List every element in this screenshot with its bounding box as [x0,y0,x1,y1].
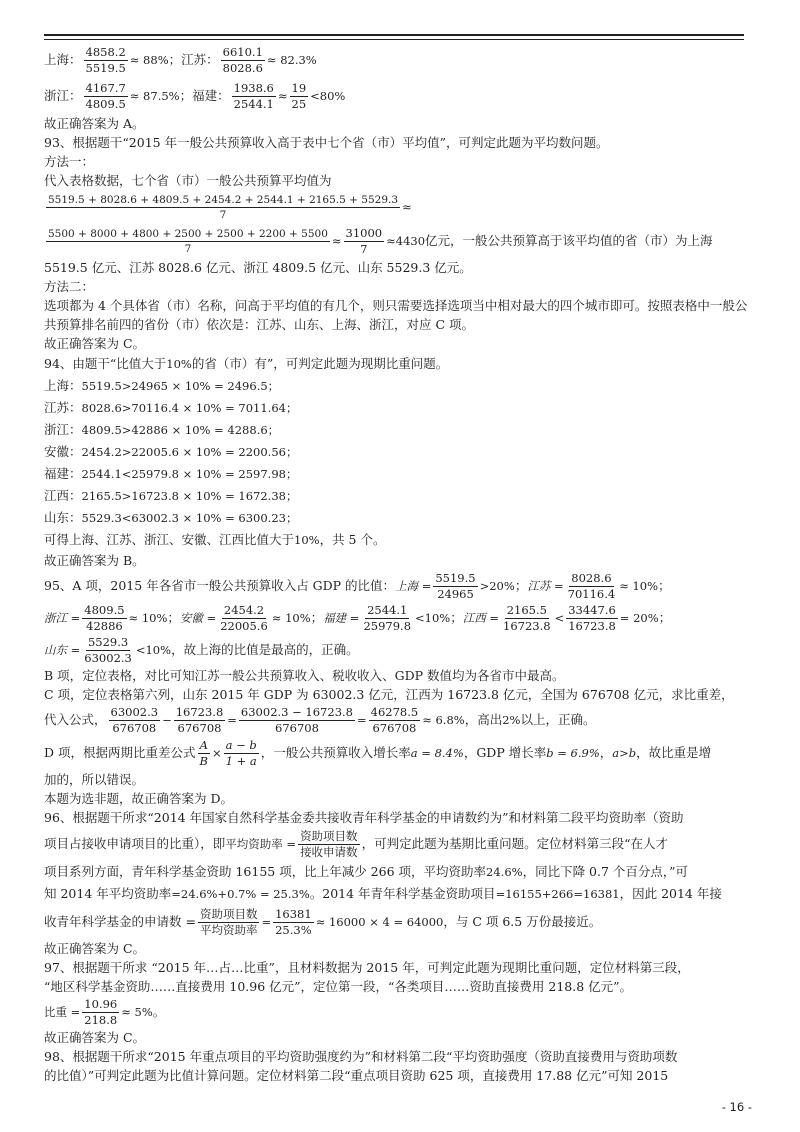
q94-row: 上海：5519.5>24965 × 10% = 2496.5； [44,378,280,393]
fraction: 资助项目数 接收申请数 [300,828,358,859]
fraction: $\frac{2544.1}{25979.8}$ [363,602,412,633]
q97-formula: 比重 = $\frac{10.96}{218.8}$ ≈ 5%。 [44,996,166,1027]
q97-answer: 故正确答案为 C。 [44,1030,146,1045]
header-rule-thin [44,39,744,40]
q94-row: 安徽：2454.2>22005.6 × 10% = 2200.56； [44,444,298,459]
q96-answer: 故正确答案为 C。 [44,941,146,956]
fraction: $\frac{4858.2}{5519.5}$ [85,44,126,75]
q95-line-3: 山东 = $\frac{5529.3}{63002.3}$ <10%，故上海的比值是最高的，正确。 [44,634,359,665]
separator: ； [179,88,193,103]
fraction: $\frac{63002.3 - 16723.8}{676708}$ [240,704,353,735]
fraction: $\frac{63002.3}{676708}$ [110,704,159,735]
q94-row: 江西：2165.5>16723.8 × 10% = 1672.38； [44,488,298,503]
q94-row: 浙江：4809.5>42886 × 10% = 4288.6； [44,422,280,437]
q95-line-1: 95、A 项，2015 年各省市一般公共预算收入占 GDP 的比值：上海 = $\frac{5519.5}{24965}$ >20%；江苏 = $\frac{8028.6}{70116.4}$ ≈ 10%； [44,570,671,601]
fraction: $\frac{33447.6}{16723.8}$ [568,602,616,633]
q96-p5: 收青年科学基金的申请数 = 资助项目数 平均资助率 = $\frac{16381}{25.3\%}$ ≈ 16000 × 4 = 64000，与 C 项 6.5 万份最接近。 [44,906,602,937]
q94-answer: 故正确答案为 B。 [44,553,145,568]
fraction: $\frac{5500 + 8000 + 4800 + 2500 + 2500 + 2200 + 5500}{7}$ [48,227,328,255]
approx: ≈ [402,200,412,214]
q96-p3: 项目系列方面，青年科学基金资助 16155 项，比上年减少 266 项，平均资助率24.6%，同比下降 0.7 个百分点，”可 [44,864,689,879]
q94-title: 94、由题干“比值大于10%的省（市）有”，可判定此题为现期比重问题。 [44,356,449,371]
q93-title: 93、根据题干“2015 年一般公共预算收入高于表中七个省（市）平均值”，可判定此题为平均数问题。 [44,135,609,150]
page-number: - 16 - [721,1100,752,1114]
fraction: 资助项目数 平均资助率 [199,906,258,937]
page-content [44,42,758,1085]
q95-summary: 本题为选非题，故正确答案为 D。 [44,791,233,806]
fraction: $\frac{5519.5 + 8028.6 + 4809.5 + 2454.2 + 2544.1 + 2165.5 + 5529.3}{7}$ [48,193,399,221]
result: ≈4430 [386,234,426,248]
approx: ≈ [331,234,342,248]
q92-answer: 故正确答案为 A。 [44,116,145,131]
result: ≈ 82.3% [266,53,317,67]
fraction: $\frac{10.96}{218.8}$ [84,996,118,1027]
label-shanghai: 上海： [44,52,82,67]
approx: ≈ [277,89,288,103]
result: <80% [310,89,346,103]
fraction: $\frac{a - b}{1 + a}$ [225,737,257,768]
fraction: $\frac{5529.3}{63002.3}$ [84,634,132,665]
q95-c: C 项，定位表格第六列，山东 2015 年 GDP 为 63002.3 亿元，江西为 16723.8 亿元，全国为 676708 亿元，求比重差， [44,687,734,702]
text: 亿元，一般公共预算高于该平均值的省（市）为上海 [425,233,713,248]
q98-p2: 的比值）”可判定此题为比值计算问题。定位材料第二段“重点项目资助 625 项，直接费用 17.88 亿元”可知 2015 [44,1068,669,1083]
q93-line2: 5519.5 亿元、江苏 8028.6 亿元、浙江 4809.5 亿元、山东 5529.3 亿元。 [44,260,472,275]
fraction: $\frac{5519.5}{24965}$ [435,570,476,601]
fraction: $\frac{6610.1}{8028.6}$ [222,44,263,75]
separator: ； [168,52,182,67]
q93-method1: 方法一： [44,154,95,169]
header-rule-thick [44,34,744,36]
q97-p1: 97、根据题干所求 “2015 年…占…比重”，且材料数据为 2015 年，可判定此题为现期比重问题，定位材料第三段， [44,960,690,975]
fraction: $\frac{46278.5}{676708}$ [370,704,419,735]
q95-d: D 项，根据两期比重差公式 $\frac{A}{B}$ × $\frac{a - b}{1 + a}$ ，一般公共预算收入增长率a = 8.4%，GDP 增长率b = 6.9%，a>b，故比重是增 [44,737,712,768]
label-zhejiang: 浙江： [44,88,82,103]
fraction: $\frac{8028.6}{70116.4}$ [567,570,616,601]
q97-p2: “地区科学基金资助……直接费用 10.96 亿元”，定位第一段，“各类项目……资助直接费用 218.8 亿元”。 [44,979,633,994]
fraction: $\frac{1938.6}{2544.1}$ [233,80,274,111]
fraction: $\frac{16723.8}{676708}$ [175,704,224,735]
q94-rows [44,375,758,529]
q94-conclusion: 可得上海、江苏、浙江、安徽、江西比值大于10%，共 5 个。 [44,532,386,547]
q94-row: 山东：5529.3<63002.3 × 10% = 6300.23； [44,510,298,525]
q96-p1: 96、根据题干所求“2014 年国家自然科学基金委共接收青年科学基金的申请数约为”和材料第二段平均资助率（资助 [44,810,684,825]
fraction: $\frac{19}{25}$ [291,80,307,111]
q95-c-formula: 代入公式， $\frac{63002.3}{676708}$ − $\frac{16723.8}{676708}$ = $\frac{63002.3 - 16723.8}{676708}$ = $\frac{46278.5}{676708}$ ≈ 6.8%，高出2%以上，正确。 [44,704,596,735]
q96-p2: 项目占接收申请项目的比重），即平均资助率 = 资助项目数 接收申请数 ，可判定此题为基期比重问题。定位材料第三段“在人才 [44,828,668,859]
fraction: $\frac{2454.2}{22005.6}$ [220,602,268,633]
label-fujian: 福建： [192,88,230,103]
label-jiangsu: 江苏： [181,52,219,67]
q92-line-1 [44,42,758,78]
fraction: $\frac{A}{B}$ [199,737,208,768]
result: ≈ 88% [129,53,169,67]
q98-p1: 98、根据题干所求“2015 年重点项目的平均资助强度约为”和材料第二段“平均资助强度（资助直接费用与资助项数 [44,1049,678,1064]
q95-b: B 项，定位表格，对比可知江苏一般公共预算收入、税收收入、GDP 数值均为各省市中最高。 [44,668,565,683]
fraction: $\frac{16381}{25.3\%}$ [275,906,312,937]
fraction: $\frac{4167.7}{4809.5}$ [85,80,126,111]
q95-line-2: 浙江 = $\frac{4809.5}{42886}$ ≈ 10%；安徽 = $\frac{2454.2}{22005.6}$ ≈ 10%；福建 = $\frac{2544.1}{25979.8}$ <10%；江西 = $\frac{2165.5}{16723.8}$ < $\frac{33447.6}{16723.8}$ = 20%； [44,602,672,633]
q94-row: 福建：2544.1<25979.8 × 10% = 2597.98； [44,466,298,481]
q95-d-line2: 加的，所以错误。 [44,772,145,787]
fraction: $\frac{4809.5}{42886}$ [84,602,125,633]
q96-p4: 知 2014 年平均资助率=24.6%+0.7% = 25.3%。2014 年青年科学基金资助项目=16155+266=16381，因此 2014 年接 [44,886,722,901]
q93-avg-formula-2 [44,224,758,258]
q93-method2: 方法二： [44,279,95,294]
q93-method1-text: 代入表格数据，七个省（市）一般公共预算平均值为 [44,173,332,188]
fraction: $\frac{31000}{7}$ [345,225,383,256]
result: ≈ 87.5% [129,89,180,103]
q93-answer: 故正确答案为 C。 [44,336,146,351]
q94-row: 江苏：8028.6>70116.4 × 10% = 7011.64； [44,400,298,415]
q93-method2-text: 选项都为 4 个具体省（市）名称，问高于平均值的有几个，则只需要选择选项当中相对最大的四个城市即可。按照表格中一般公共预算排名前四的省份（市）依次是：江苏、山东、上海、浙江，对应 C 项。 [44,298,748,332]
q92-line-2 [44,78,758,114]
fraction: $\frac{2165.5}{16723.8}$ [503,602,551,633]
q93-avg-formula-1 [44,190,758,224]
